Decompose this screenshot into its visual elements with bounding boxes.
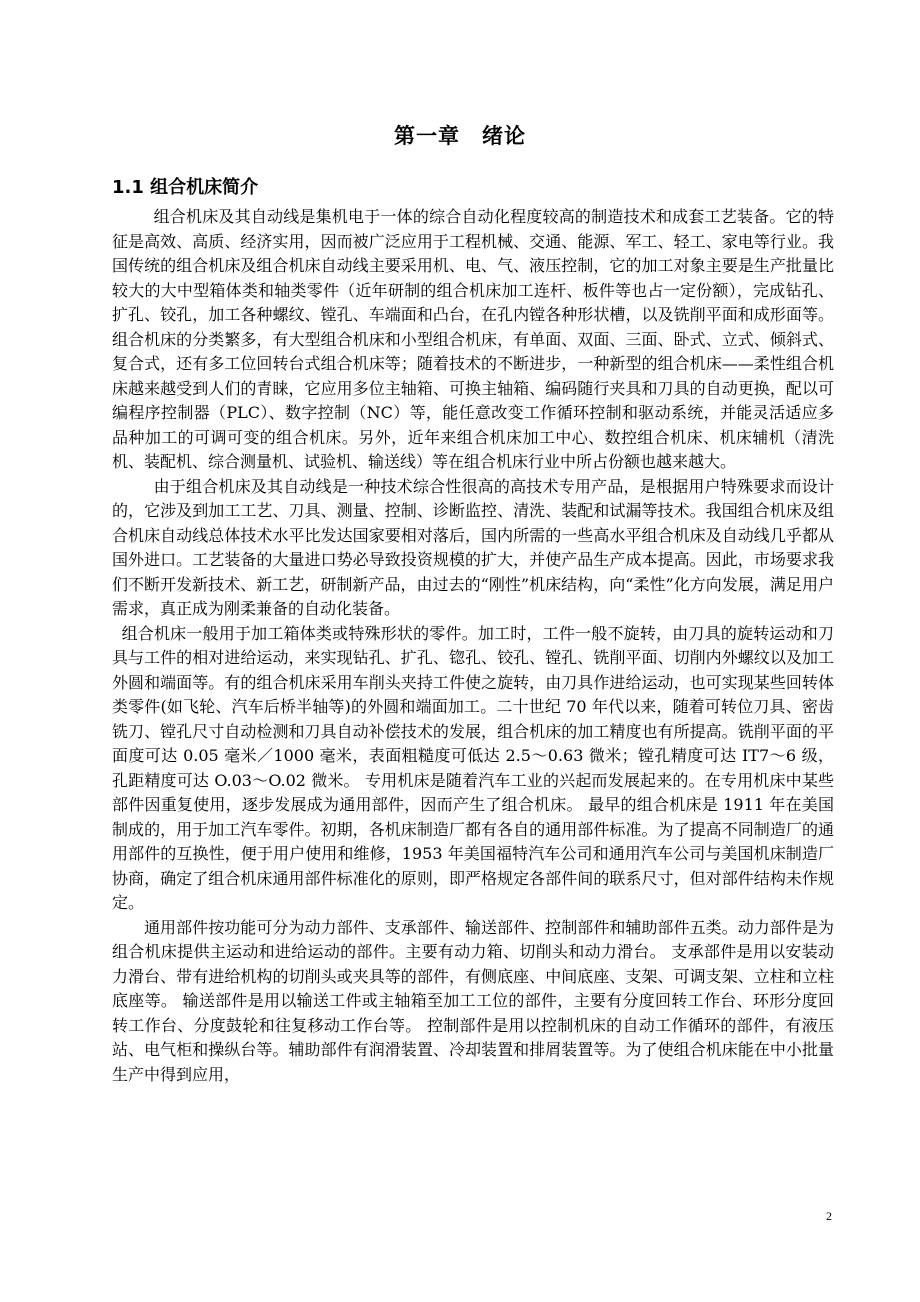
body-text	[112, 205, 834, 1087]
paragraph: 通用部件按功能可分为动力部件、支承部件、输送部件、控制部件和辅助部件五类。动力部件是为组合机床提供主运动和进给运动的部件。主要有动力箱、切削头和动力滑台。 支承部件是用以安装动力滑台、带有进给机构的切削头或夹具等的部件，有侧底座、中间底座、支架、可调支架、立柱和立柱底座等。 输送部件是用以输送工件或主轴箱至加工工位的部件，主要有分度回转工作台、环形分度回转工作台、分度鼓轮和往复移动工作台等。 控制部件是用以控制机床的自动工作循环的部件，有液压站、电气柜和操纵台等。辅助部件有润滑装置、冷却装置和排屑装置等。为了使组合机床能在中小批量生产中得到应用，	[112, 917, 834, 1084]
paragraph: 由于组合机床及其自动线是一种技术综合性很高的高技术专用产品，是根据用户特殊要求而设计的，它涉及到加工工艺、刀具、测量、控制、诊断监控、清洗、装配和试漏等技术。我国组合机床及组合机床自动线总体技术水平比发达国家要相对落后，国内所需的一些高水平组合机床及自动线几乎都从国外进口。工艺装备的大量进口势必导致投资规模的扩大，并使产品生产成本提高。因此，市场要求我们不断开发新技术、新工艺，研制新产品，由过去的“刚性”机床结构，向“柔性”化方向发展，满足用户需求，真正成为刚柔兼备的自动化装备。	[112, 476, 834, 618]
page-number: 2	[826, 1209, 832, 1223]
paragraph: 组合机床及其自动线是集机电于一体的综合自动化程度较高的制造技术和成套工艺装备。它的特征是高效、高质、经济实用，因而被广泛应用于工程机械、交通、能源、军工、轻工、家电等行业。我国传统的组合机床及组合机床自动线主要采用机、电、气、液压控制，它的加工对象主要是生产批量比较大的大中型箱体类和轴类零件（近年研制的组合机床加工连杆、板件等也占一定份额），完成钻孔、扩孔、铰孔，加工各种螺纹、镗孔、车端面和凸台，在孔内镗各种形状槽，以及铣削平面和成形面等。组合机床的分类繁多，有大型组合机床和小型组合机床，有单面、双面、三面、卧式、立式、倾斜式、复合式，还有多工位回转台式组合机床等；随着技术的不断进步，一种新型的组合机床——柔性组合机床越来越受到人们的青睐，它应用多位主轴箱、可换主轴箱、编码随行夹具和刀具的自动更换，配以可编程序控制器（PLC）、数字控制（NC）等，能任意改变工作循环控制和驱动系统，并能灵活适应多品种加工的可调可变的组合机床。另外，近年来组合机床加工中心、数控组合机床、机床辅机（清洗机、装配机、综合测量机、试验机、输送线）等在组合机床行业中所占份额也越来越大。	[112, 207, 834, 471]
paragraph: 组合机床一般用于加工箱体类或特殊形状的零件。加工时，工件一般不旋转，由刀具的旋转运动和刀具与工件的相对进给运动，来实现钻孔、扩孔、锪孔、铰孔、镗孔、铣削平面、切削内外螺纹以及加工外圆和端面等。有的组合机床采用车削头夹持工件使之旋转，由刀具作进给运动，也可实现某些回转体类零件(如飞轮、汽车后桥半轴等)的外圆和端面加工。二十世纪 70 年代以来，随着可转位刀具、密齿铣刀、镗孔尺寸自动检测和刀具自动补偿技术的发展，组合机床的加工精度也有所提高。铣削平面的平面度可达 0.05 毫米／1000 毫米，表面粗糙度可低达 2.5～0.63 微米；镗孔精度可达 IT7～6 级，孔距精度可达 O.03～O.02 微米。 专用机床是随着汽车工业的兴起而发展起来的。在专用机床中某些部件因重复使用，逐步发展成为通用部件，因而产生了组合机床。 最早的组合机床是 1911 年在美国制成的，用于加工汽车零件。初期，各机床制造厂都有各自的通用部件标准。为了提高不同制造厂的通用部件的互换性，便于用户使用和维修，1953 年美国福特汽车公司和通用汽车公司与美国机床制造厂协商，确定了组合机床通用部件标准化的原则，即严格规定各部件间的联系尺寸，但对部件结构未作规定。	[112, 623, 834, 912]
section-heading: 1.1 组合机床简介	[112, 177, 259, 198]
chapter-title: 第一章 绪论	[394, 124, 526, 148]
